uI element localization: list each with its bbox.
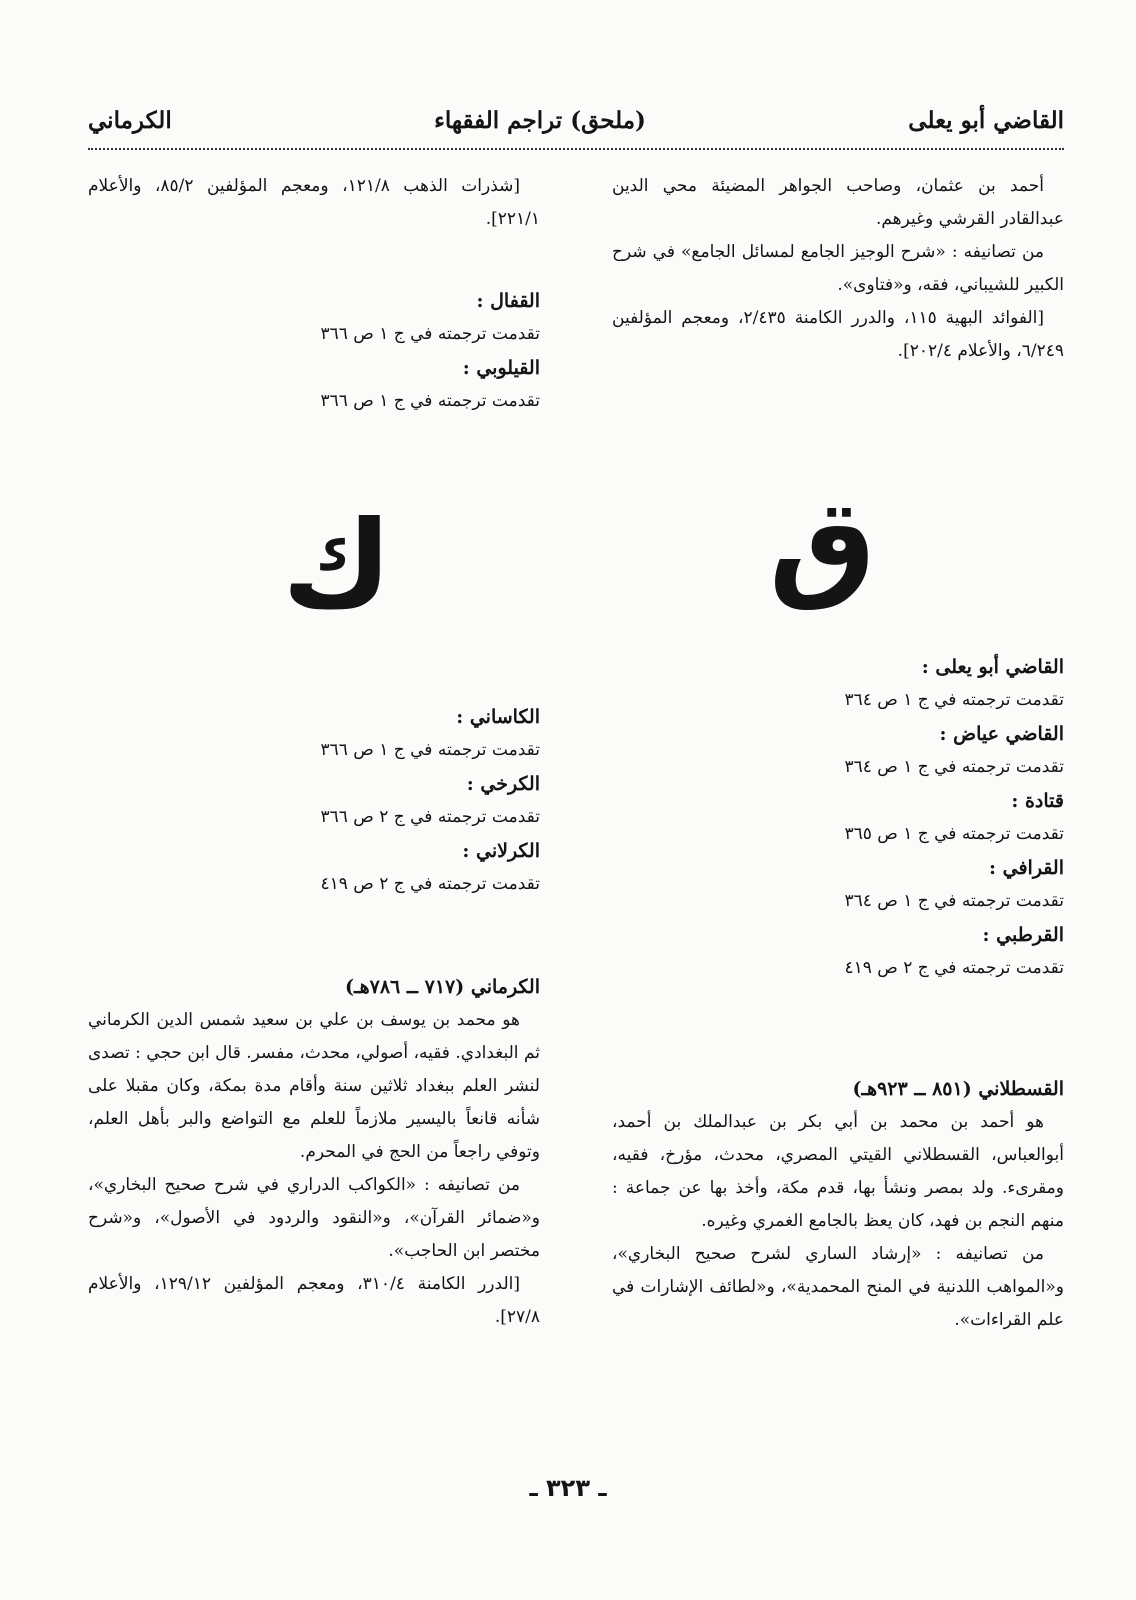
entry-ref: تقدمت ترجمته في ج ٢ ص ٤١٩ <box>844 958 1064 978</box>
page-number: ـ ٣٢٣ ـ <box>529 1474 607 1502</box>
paragraph: من تصانيفه : «إرشاد الساري لشرح صحيح البخاري»، و«المواهب اللدنية في المنح المحمدية»، و«لطائف الإشارات في علم القراءات». <box>612 1244 1064 1330</box>
header-right-title: القاضي أبو يعلى <box>908 106 1064 134</box>
citation: [الفوائد البهية ١١٥، والدرر الكامنة ٢/٤٣٥، ومعجم المؤلفين ٦/٢٤٩، والأعلام ٢٠٢/٤]. <box>612 308 1064 361</box>
paragraph: من تصانيفه : «شرح الوجيز الجامع لمسائل الجامع» في شرح الكبير للشيباني، فقه، و«فتاوى». <box>612 242 1064 295</box>
running-header <box>88 100 1064 140</box>
right-entries <box>612 650 1064 985</box>
entry-ref: تقدمت ترجمته في ج ١ ص ٣٦٦ <box>320 391 540 411</box>
entry-ref: تقدمت ترجمته في ج ٢ ص ٣٦٦ <box>320 807 540 827</box>
entry-ref: تقدمت ترجمته في ج ١ ص ٣٦٦ <box>320 324 540 344</box>
entry-name: القاضي أبو يعلى : <box>921 656 1064 678</box>
left-column <box>88 170 540 418</box>
biography-title: القسطلاني (٨٥١ ــ ٩٢٣هـ) <box>852 1078 1064 1100</box>
header-center-title: (ملحق) تراجم الفقهاء <box>434 106 646 134</box>
paragraph: هو محمد بن يوسف بن علي بن سعيد شمس الدين الكرماني ثم البغدادي. فقيه، أصولي، محدث، مفسر. قال ابن حجي : تصدى لنشر العلم ببغداد ثلاثين سنة وأقام مدة بمكة، وكان مقبلا على شأنه قانعاً باليسير ملازماً للعلم مع التواضع والبر بأهل العلم، وتوفي راجعاً من الحج في المحرم. <box>88 1010 540 1162</box>
right-column <box>612 170 1064 368</box>
entry-ref: تقدمت ترجمته في ج ١ ص ٣٦٦ <box>320 740 540 760</box>
left-entries <box>88 700 540 901</box>
paragraph: هو أحمد بن محمد بن أبي بكر بن عبدالملك بن أحمد، أبوالعباس، القسطلاني القيتي المصري، محدث، مؤرخ، فقيه، ومقرىء. ولد بمصر ونشأ بها، قدم مكة، وأخذ بها عن جماعة : منهم النجم بن فهد، كان يعظ بالجامع الغمري وغيره. <box>612 1112 1064 1231</box>
section-letter-kaf: ك <box>282 496 392 635</box>
entry-name: القيلوبي : <box>462 357 540 379</box>
citation: [الدرر الكامنة ٣١٠/٤، ومعجم المؤلفين ١٢٩/١٢، والأعلام ٢٧/٨]. <box>88 1274 540 1327</box>
entry-ref: تقدمت ترجمته في ج ١ ص ٣٦٤ <box>844 690 1064 710</box>
right-biography <box>612 1072 1064 1337</box>
entry-ref: تقدمت ترجمته في ج ١ ص ٣٦٤ <box>844 891 1064 911</box>
entry-name: الكرخي : <box>466 773 540 795</box>
header-divider <box>88 148 1064 150</box>
section-letter-qaf: ق <box>768 474 876 613</box>
paragraph: من تصانيفه : «الكواكب الدراري في شرح صحيح البخاري»، و«ضمائر القرآن»، و«النقود والردود في الأصول»، و«شرح مختصر ابن الحاجب». <box>88 1175 540 1261</box>
entry-name: القاضي عياض : <box>939 723 1064 745</box>
entry-name: القرطبي : <box>982 924 1064 946</box>
entry-name: القفال : <box>476 290 540 312</box>
entry-name: الكرلاني : <box>462 840 540 862</box>
paragraph: أحمد بن عثمان، وصاحب الجواهر المضيئة محي الدين عبدالقادر القرشي وغيرهم. <box>612 176 1064 229</box>
entry-ref: تقدمت ترجمته في ج ١ ص ٣٦٤ <box>844 757 1064 777</box>
entry-ref: تقدمت ترجمته في ج ٢ ص ٤١٩ <box>320 874 540 894</box>
entry-ref: تقدمت ترجمته في ج ١ ص ٣٦٥ <box>844 824 1064 844</box>
entry-name: قتادة : <box>1011 790 1064 812</box>
entry-name: الكاساني : <box>456 706 540 728</box>
biography-title: الكرماني (٧١٧ ــ ٧٨٦هـ) <box>345 976 540 998</box>
entry-name: القرافي : <box>989 857 1064 879</box>
left-biography <box>88 970 540 1334</box>
citation: [شذرات الذهب ١٢١/٨، ومعجم المؤلفين ٨٥/٢، والأعلام ٢٢١/١]. <box>88 176 540 229</box>
header-left-title: الكرماني <box>88 106 172 134</box>
